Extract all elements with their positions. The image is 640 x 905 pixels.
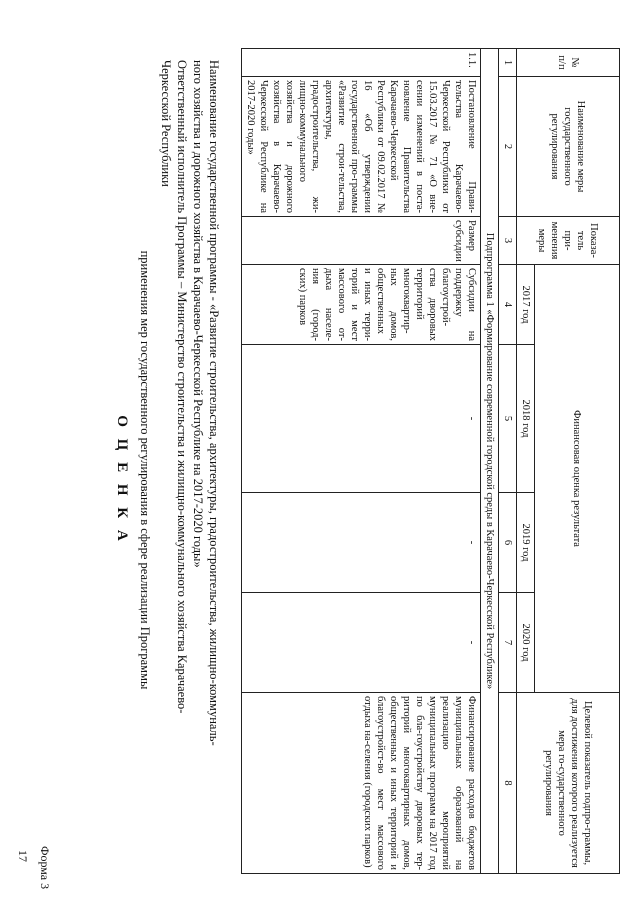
col-number: 5: [499, 345, 517, 493]
col-number: 8: [499, 693, 517, 874]
year-2020: 2020 год: [517, 593, 535, 693]
row-2017: Субсидии на поддержку благоустрой-ства дворовых территорий многоквартир-ных домов, общественных и иных терри-торий и мест массового от-дыха населе-ния (город-ских) парков: [242, 265, 481, 345]
header-row: [535, 49, 620, 874]
document-subtitle: применения мер государственного регулирования в сфере реализации Программы: [138, 250, 152, 690]
row-2018: -: [242, 345, 481, 493]
header-financial: Финансовая оценка результата: [535, 265, 620, 693]
header-indicator: Показа-тель при-менения меры: [517, 217, 620, 265]
col-number: 3: [499, 217, 517, 265]
row-2019: -: [242, 493, 481, 593]
program-name-line1: Наименование государственной программы - «Развитие строительства, архитектуры, градостроительства, жилищно-коммуналь-: [207, 60, 221, 746]
regulation-table: [241, 48, 620, 874]
row-measure: Постановление Прави-тельства Карачаево-Черкесской Республики от 15.03.2017 № 71 «О вне-сении изменений в поста-новление Правительства Карачаево-Черкесской Республики от 09.02.2017 № 16 «Об утверждении государственной про-граммы «Развитие строи-тельства, архитектуры, градостроительства, жи-лищно-коммунального хозяйства и дорожного хозяйства в Карачаево-Черкесской Республике на 2017-2020 годы»: [242, 77, 481, 217]
col-number: 7: [499, 593, 517, 693]
subprogram-row: [481, 49, 499, 874]
year-2019: 2019 год: [517, 493, 535, 593]
col-number: 6: [499, 493, 517, 593]
page-number: 17: [16, 850, 30, 862]
form-label: Форма 3: [38, 846, 52, 890]
program-info: [158, 60, 222, 850]
header-measure: Наименование меры государственного регулирования: [517, 77, 620, 217]
subprogram-title: Подпрограмма 1 «Формирование современной городской среды в Карачаево-Черкесской Республике»: [481, 49, 499, 874]
responsible-line2: Черкесской Республики: [159, 60, 173, 187]
column-number-row: [499, 49, 517, 874]
responsible-line1: Ответственный исполнитель Программы – Министерство строительства и жилищно-коммунального хозяйства Карачаево-: [175, 60, 189, 714]
header-target: Целевой показатель подпро-граммы, для достижения которого реализуется мера го-сударственного регулирования: [517, 693, 620, 874]
col-number: 2: [499, 77, 517, 217]
col-number: 1: [499, 49, 517, 77]
year-2017: 2017 год: [517, 265, 535, 345]
document-title: О Ц Е Н К А: [114, 415, 130, 545]
program-name-line2: ного хозяйства и дорожного хозяйства в Карачаево-Черкесской Республике на 2017-2020 годы»: [191, 60, 205, 568]
row-2020: -: [242, 593, 481, 693]
col-number: 4: [499, 265, 517, 345]
row-indicator: Размер субсидии: [242, 217, 481, 265]
row-target: Финансирование расходов бюджетов муниципальных образований на реализацию мероприятий муниципальных программ на 2017 год по бла-гоустройству дворовых тер-риторий многоквартирных домов, общественных и иных территорий и благоустройст-во мест массового отдыха на-селения (городских парков): [242, 693, 481, 874]
header-num: № п/п: [517, 49, 620, 77]
year-2018: 2018 год: [517, 345, 535, 493]
table-row: [242, 49, 481, 874]
row-num: 1.1.: [242, 49, 481, 77]
